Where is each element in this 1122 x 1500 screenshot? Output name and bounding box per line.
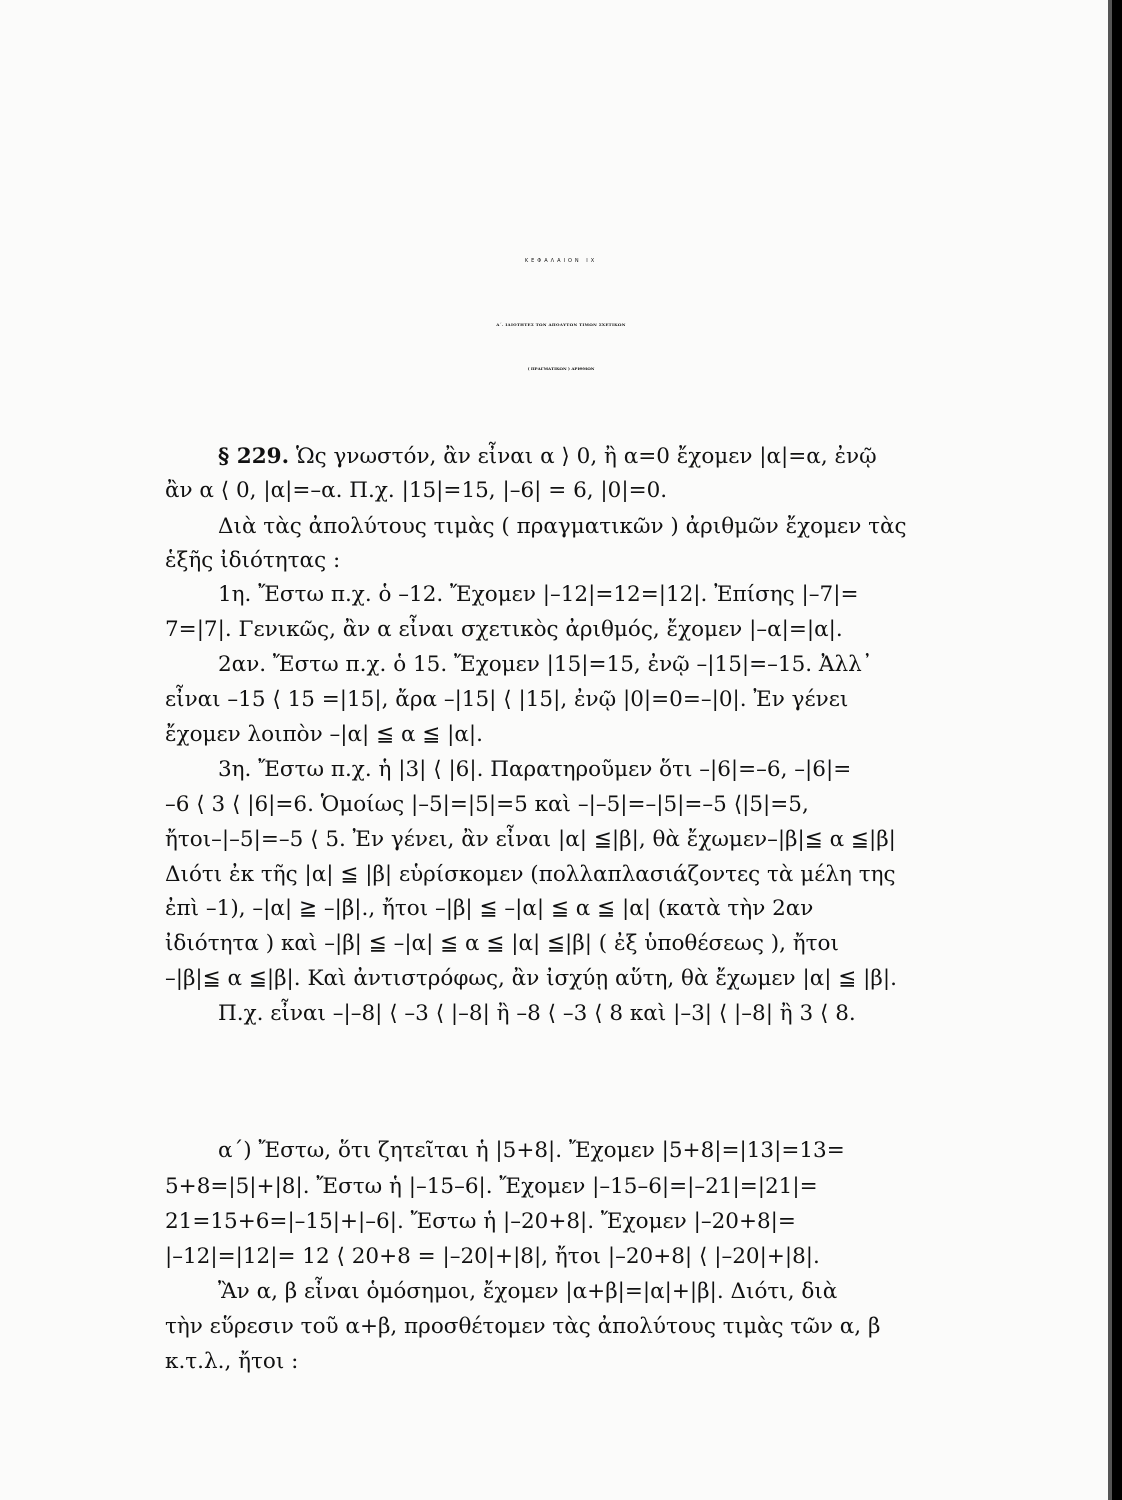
text-line: ἰδιότητα ) καὶ –|β| ≦ –|α| ≦ α ≦ |α| ≦|β| ( ἐξ ὑποθέσεως ), ἤτοι	[165, 931, 839, 956]
text-line: ἔχομεν λοιπὸν –|α| ≦ α ≦ |α|.	[165, 722, 483, 747]
text-line: Ὡς γνωστόν, ἂν εἶναι α ⟩ 0, ἢ α=0 ἔχομεν |α|=α, ἐνῷ	[295, 444, 877, 469]
text-line: Διότι ἐκ τῆς |α| ≦ |β| εὑρίσκομεν (πολλαπλασιάζοντες τὰ μέλη της	[165, 862, 896, 887]
text-line: 3η. Ἔστω π.χ. ἡ |3| ⟨ |6|. Παρατηροῦμεν ὅτι –|6|=–6, –|6|=	[218, 757, 852, 782]
text-line: 1η. Ἔστω π.χ. ὁ –12. Ἔχομεν |–12|=12=|12|. Ἐπίσης |–7|=	[218, 582, 859, 607]
section-heading-line-2: ( ΠΡΑΓΜΑΤΙΚΩΝ ) ΑΡΙΘΜΩΝ	[527, 366, 595, 371]
text-line: ἤτοι–|–5|=–5 ⟨ 5. Ἐν γένει, ἂν εἶναι |α| ≦|β|, θὰ ἔχωμεν–|β|≦ α ≦|β|	[165, 827, 896, 852]
text-line: 7=|7|. Γενικῶς, ἂν α εἶναι σχετικὸς ἀριθμός, ἔχομεν |–α|=|α|.	[165, 617, 843, 642]
text-line: 2αν. Ἔστω π.χ. ὁ 15. Ἔχομεν |15|=15, ἐνῷ –|15|=–15. Ἀλλ᾽	[218, 652, 873, 677]
chapter-title: ΚΕΦΑΛΑΙΟΝ ΙΧ	[524, 258, 598, 264]
text-line: Π.χ. εἶναι –|–8| ⟨ –3 ⟨ |–8| ἢ –8 ⟨ –3 ⟨ 8 καὶ |–3| ⟨ |–8| ἢ 3 ⟨ 8.	[218, 1001, 856, 1026]
paragraph-mark: § 229.	[218, 444, 290, 469]
text-line: κ.τ.λ., ἤτοι :	[165, 1349, 299, 1374]
text-line: –|β|≦ α ≦|β|. Καὶ ἀντιστρόφως, ἂν ἰσχύῃ αὕτη, θὰ ἔχωμεν |α| ≦ |β|.	[165, 966, 897, 991]
paragraph-first-line	[218, 446, 877, 468]
text-line: 5+8=|5|+|8|. Ἔστω ἡ |–15–6|. Ἔχομεν |–15–6|=|–21|=|21|=	[165, 1174, 818, 1199]
text-line: ἑξῆς ἰδιότητας :	[165, 548, 341, 573]
text-line: Ἂν α, β εἶναι ὁμόσημοι, ἔχομεν |α+β|=|α|+|β|. Διότι, διὰ	[218, 1279, 838, 1304]
text-line: 21=15+6=|–15|+|–6|. Ἔστω ἡ |–20+8|. Ἔχομεν |–20+8|=	[165, 1209, 796, 1234]
section-heading-line-1: Α΄. ΙΔΙΟΤΗΤΕΣ ΤΩΝ ΑΠΟΛΥΤΩΝ ΤΙΜΩΝ ΣΧΕΤΙΚΩΝ	[496, 322, 626, 327]
text-line: ἂν α ⟨ 0, |α|=–α. Π.χ. |15|=15, |–6| = 6, |0|=0.	[165, 478, 668, 503]
text-line: ἐπὶ –1), –|α| ≧ –|β|., ἤτοι –|β| ≦ –|α| ≦ α ≦ |α| (κατὰ τὴν 2αν	[165, 896, 814, 921]
text-line: τὴν εὕρεσιν τοῦ α+β, προσθέτομεν τὰς ἀπολύτους τιμὰς τῶν α, β	[165, 1314, 881, 1339]
text-line: εἶναι –15 ⟨ 15 =|15|, ἄρα –|15| ⟨ |15|, ἐνῷ |0|=0=–|0|. Ἐν γένει	[165, 687, 849, 712]
text-line: Διὰ τὰς ἀπολύτους τιμὰς ( πραγματικῶν ) ἀριθμῶν ἔχομεν τὰς	[218, 514, 907, 539]
page-edge	[1112, 0, 1122, 1500]
text-line: |–12|=|12|= 12 ⟨ 20+8 = |–20|+|8|, ἤτοι |–20+8| ⟨ |–20|+|8|.	[165, 1244, 820, 1269]
text-line: –6 ⟨ 3 ⟨ |6|=6. Ὁμοίως |–5|=|5|=5 καὶ –|–5|=–|5|=–5 ⟨|5|=5,	[165, 792, 809, 817]
text-line: α΄) Ἔστω, ὅτι ζητεῖται ἡ |5+8|. Ἔχομεν |5+8|=|13|=13=	[218, 1138, 845, 1163]
